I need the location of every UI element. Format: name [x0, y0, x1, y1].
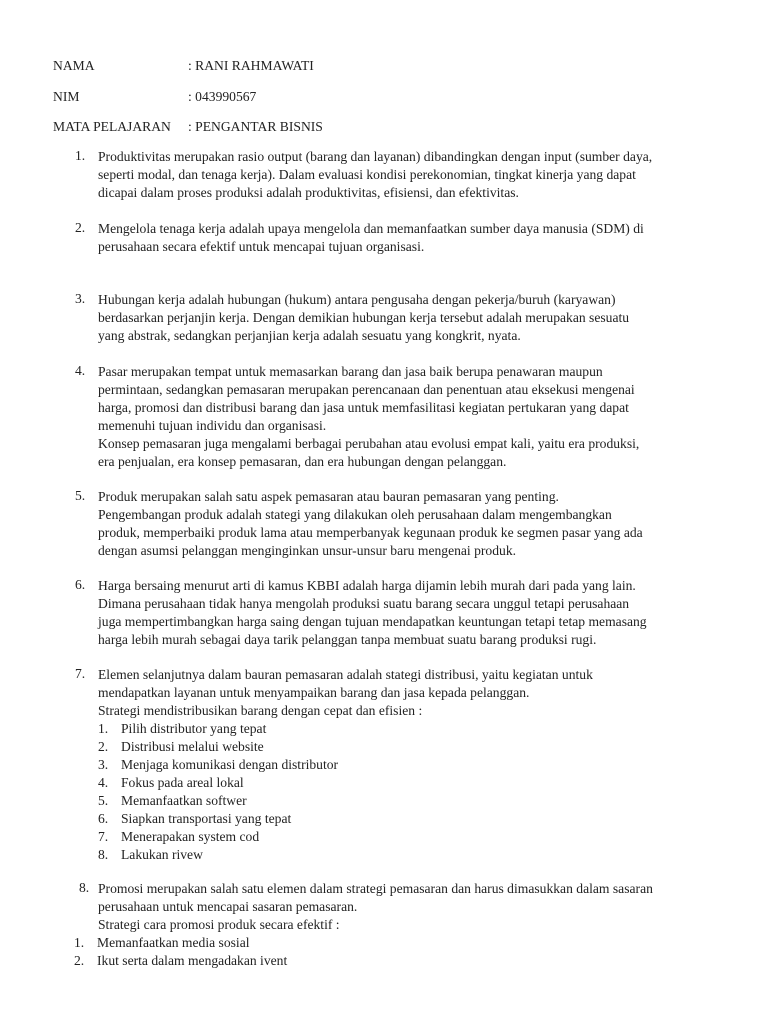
text-line: mendapatkan layanan untuk menyampaikan barang dan jasa kepada pelanggan.: [98, 685, 530, 700]
list-item-number: 5.: [75, 488, 86, 503]
text-line: dengan asumsi pelanggan menginginkan unsur-unsur baru mengenai produk.: [98, 543, 517, 558]
list-item-number: 4.: [75, 363, 86, 378]
list-item-text: [98, 363, 728, 471]
mapel-label: MATA PELAJARAN: [53, 119, 171, 134]
list-item-text: [74, 880, 728, 970]
text-line: Mengelola tenaga kerja adalah upaya mengelola dan memanfaatkan sumber daya manusia (SDM) di: [98, 221, 644, 236]
text-line: era penjualan, era konsep pemasaran, dan era hubungan dengan pelanggan.: [98, 454, 507, 469]
sublist-item-text: Memanfaatkan softwer: [121, 793, 247, 808]
list-item-text: [98, 488, 728, 560]
text-line: memenuhi tujuan individu dan organisasi.: [98, 418, 327, 433]
sublist-item: [98, 846, 728, 864]
list-item-text: [98, 577, 728, 649]
list-item-number: 6.: [75, 577, 86, 592]
sublist-item-number: 1.: [98, 721, 109, 736]
sublist-item-text: Pilih distributor yang tepat: [121, 721, 267, 736]
text-line: dicapai dalam proses produksi adalah produktivitas, efisiensi, dan efektivitas.: [98, 185, 519, 200]
nim-label: NIM: [53, 89, 80, 104]
sublist-item-text: Distribusi melalui website: [121, 739, 264, 754]
sublist-item-text: Lakukan rivew: [121, 847, 203, 862]
nim-value: : 043990567: [188, 89, 257, 104]
sublist-item: [74, 934, 728, 952]
text-line: Pengembangan produk adalah stategi yang dilakukan oleh perusahaan dalam mengembangkan: [98, 507, 612, 522]
list-item-number: 2.: [75, 220, 86, 235]
text-line: Strategi cara promosi produk secara efektif :: [98, 917, 340, 932]
sublist-item: [98, 774, 728, 792]
text-line: juga mempertimbangkan harga saing dengan tujuan mendapatkan keuntungan tetapi tetap memasang: [98, 614, 647, 629]
text-line: Produk merupakan salah satu aspek pemasaran atau bauran pemasaran yang penting.: [98, 489, 559, 504]
nama-label: NAMA: [53, 58, 95, 73]
sublist-item-number: 1.: [74, 935, 85, 950]
text-line: Promosi merupakan salah satu elemen dalam strategi pemasaran dan harus dimasukkan dalam sasaran: [98, 881, 653, 896]
sublist-item: [74, 952, 728, 970]
sublist-item-number: 3.: [98, 757, 109, 772]
text-line: Harga bersaing menurut arti di kamus KBBI adalah harga dijamin lebih murah dari pada yang lain.: [98, 578, 636, 593]
text-line: Elemen selanjutnya dalam bauran pemasaran adalah stategi distribusi, yaitu kegiatan untuk: [98, 667, 593, 682]
sublist-item-text: Siapkan transportasi yang tepat: [121, 811, 292, 826]
text-line: Strategi mendistribusikan barang dengan cepat dan efisien :: [98, 703, 423, 718]
list-item-number: 3.: [75, 291, 86, 306]
text-line: harga lebih murah sebagai daya tarik pelanggan tanpa membuat suatu barang produksi rugi.: [98, 632, 597, 647]
text-line: Hubungan kerja adalah hubungan (hukum) antara pengusaha dengan pekerja/buruh (karyawan): [98, 292, 616, 307]
list-item-text: [98, 291, 728, 345]
sublist-item-number: 8.: [98, 847, 109, 862]
list-item-text: [98, 666, 728, 864]
sublist-item-number: 4.: [98, 775, 109, 790]
text-line: Konsep pemasaran juga mengalami berbagai perubahan atau evolusi empat kali, yaitu era produksi,: [98, 436, 640, 451]
sublist-item: [98, 828, 728, 846]
list-item-number: 8.: [79, 880, 90, 895]
text-line: produk, memperbaiki produk lama atau memperbanyak kegunaan produk ke segmen pasar yang ada: [98, 525, 643, 540]
list-item-number: 1.: [75, 148, 86, 163]
text-line: berdasarkan perjanjin kerja. Dengan demikian hubungan kerja tersebut adalah merupakan sesuatu: [98, 310, 630, 325]
text-line: yang abstrak, sedangkan perjanjian kerja adalah sesuatu yang kongkrit, nyata.: [98, 328, 521, 343]
sublist-item-text: Fokus pada areal lokal: [121, 775, 244, 790]
list-item-text: [98, 220, 728, 256]
sublist-item: [98, 810, 728, 828]
text-line: Produktivitas merupakan rasio output (barang dan layanan) dibandingkan dengan input (sumber daya,: [98, 149, 653, 164]
list-item-text: [98, 148, 728, 202]
text-line: perusahaan secara efektif untuk mencapai tujuan organisasi.: [98, 239, 425, 254]
text-line: Dimana perusahaan tidak hanya mengolah produksi suatu barang secara unggul tetapi perusahaan: [98, 596, 630, 611]
sublist-item: [98, 738, 728, 756]
text-line: Pasar merupakan tempat untuk memasarkan barang dan jasa baik berupa penawaran maupun: [98, 364, 603, 379]
sublist-item-number: 7.: [98, 829, 109, 844]
sublist-item-number: 6.: [98, 811, 109, 826]
sublist-item-text: Memanfaatkan media sosial: [97, 935, 250, 950]
text-line: seperti modal, dan tenaga kerja). Dalam evaluasi kondisi perekonomian, tingkat kinerja yang dapat: [98, 167, 636, 182]
sublist-item-text: Menerapakan system cod: [121, 829, 260, 844]
mapel-value: : PENGANTAR BISNIS: [188, 119, 323, 134]
sublist-item-number: 2.: [74, 953, 85, 968]
text-line: perusahaan untuk mencapai sasaran pemasaran.: [98, 899, 358, 914]
sublist-item-number: 2.: [98, 739, 109, 754]
list-item-number: 7.: [75, 666, 86, 681]
sublist-item: [98, 792, 728, 810]
nama-value: : RANI RAHMAWATI: [188, 58, 314, 73]
text-line: permintaan, sedangkan pemasaran merupakan perencanaan dan penentuan atau eksekusi mengenai: [98, 382, 635, 397]
sublist-item: [98, 756, 728, 774]
sublist-item: [98, 720, 728, 738]
sublist-item-text: Ikut serta dalam mengadakan ivent: [97, 953, 288, 968]
text-line: harga, promosi dan distribusi barang dan jasa untuk memfasilitasi kegiatan pertukaran yang dapat: [98, 400, 629, 415]
sublist-item-number: 5.: [98, 793, 109, 808]
sublist-item-text: Menjaga komunikasi dengan distributor: [121, 757, 339, 772]
